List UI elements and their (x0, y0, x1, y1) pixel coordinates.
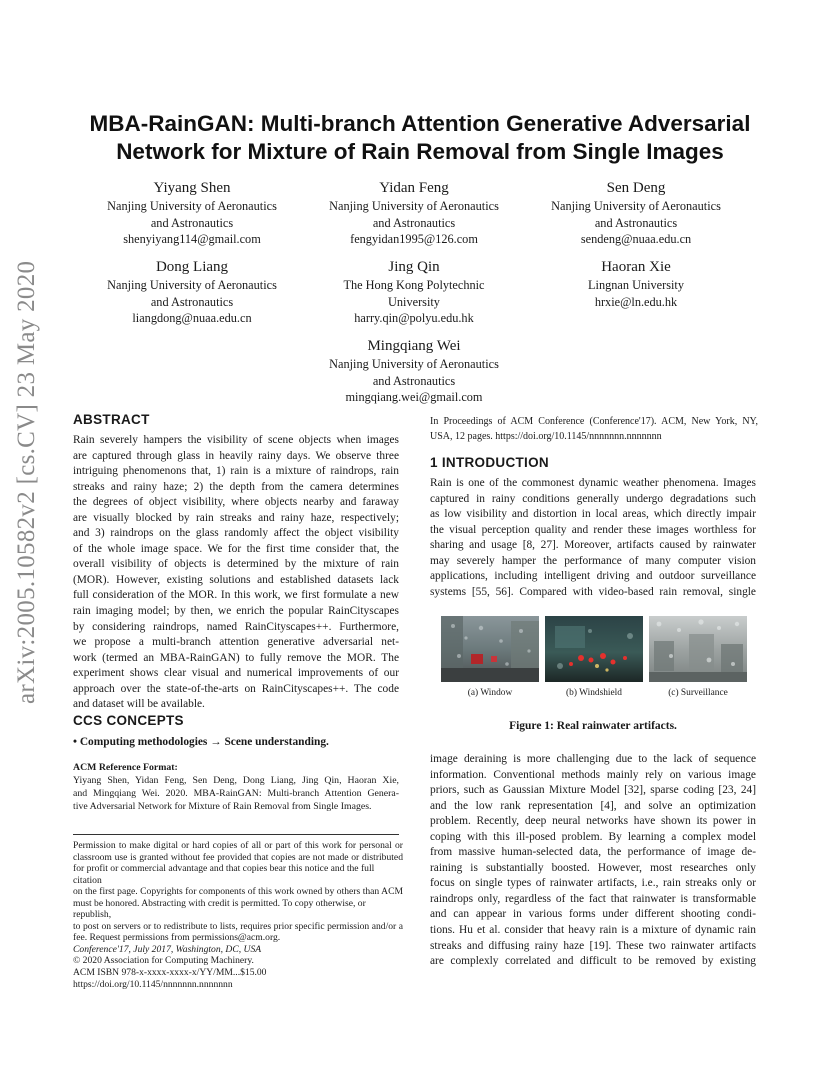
abstract-line: (MOR). However, existing solutions and established datasets lack (73, 573, 399, 586)
ref-format-line: Yiyang Shen, Yidan Feng, Sen Deng, Dong Liang, Jing Qin, Haoran Xie, (73, 775, 399, 786)
abstract-text (73, 433, 399, 713)
permission-line: Permission to make digital or hard copies of all or part of this work for personal or (73, 840, 403, 851)
author-affiliation: Nanjing University of Aeronautics (107, 199, 277, 213)
author-name: Dong Liang (155, 259, 229, 275)
intro-line: image deraining is more challenging due to the lack of sequence (430, 753, 756, 765)
conference-line: Conference'17, July 2017, Washington, DC, USA (73, 943, 262, 955)
rainy-surveillance-photo (649, 616, 747, 682)
introduction-continued (430, 752, 756, 970)
rainy-window-photo (441, 616, 539, 682)
intro-line: coping with this ill-posed problem. By learning a complex model (430, 830, 756, 843)
ccs-heading: CCS CONCEPTS (73, 713, 184, 728)
author-name: Sen Deng (606, 180, 666, 196)
intro-line: and can appear in various forms under different shooting condi- (430, 908, 756, 921)
intro-line: captured in rainy conditions generally undergo degradations such (430, 492, 756, 505)
abstract-line: full consideration of the MOR. In this work, we first formulate a new (73, 589, 399, 602)
intro-line: focus on single types of rainwater artifacts, i.e., rain streaks only or (430, 877, 756, 890)
abstract-line: intriguing phenomenons that, 1) rain is a mixture of raindrops, rain (73, 465, 399, 478)
author-name: Mingqiang Wei (367, 338, 461, 354)
author-name: Jing Qin (388, 259, 440, 275)
abstract-line: Rain severely hampers the visibility of scene objects when images (73, 434, 399, 446)
author-affiliation: and Astronautics (372, 373, 456, 388)
author-name: Yiyang Shen (153, 180, 231, 196)
author-affiliation: Lingnan University (588, 278, 684, 292)
figure-windshield-image (545, 616, 643, 682)
proceedings-line: In Proceedings of ACM Conference (Conference'17). ACM, New York, NY, (430, 416, 758, 427)
rainy-windshield-photo (545, 616, 643, 682)
intro-line: tions. Hu et al. consider that heavy rain is a mixture of dynamic rain (430, 924, 756, 937)
paper-title (60, 110, 780, 166)
permission-line: on the first page. Copyrights for components of this work owned by others than ACM (73, 886, 403, 898)
permission-line: must be honored. Abstracting with credit is permitted. To copy otherwise, or republish, (73, 897, 366, 921)
introduction-heading: 1 INTRODUCTION (430, 455, 549, 470)
abstract-line: and 3) raindrops on the glass randomly affect the object visibility (73, 527, 399, 540)
author-name: Haoran Xie (601, 259, 671, 275)
author-affiliation: University (388, 294, 440, 309)
author-affiliation: and Astronautics (150, 215, 234, 230)
author-affiliation: and Astronautics (594, 215, 678, 230)
author-block (299, 178, 529, 248)
ref-format-line: and Mingqiang Wei. 2020. MBA-RainGAN: Multi-branch Attention Genera- (73, 788, 399, 799)
author-block (299, 257, 529, 327)
permission-line: to post on servers or to redistribute to lists, requires prior specific permission and/or a (73, 920, 403, 932)
intro-line: Rain is one of the commonest dynamic weather phenomena. Images (430, 477, 756, 489)
permission-line: classroom use is granted without fee provided that copies are not made or distributed (73, 851, 403, 863)
abstract-heading: ABSTRACT (73, 412, 150, 427)
abstract-line: experiment shows clear visual and numerical improvements of our (73, 667, 399, 680)
intro-line: may severely hamper the performance of many computer vision (430, 554, 756, 567)
intro-line: as low visibility and distortion in local areas, which directly impair (430, 508, 756, 521)
author-email: hrxie@ln.edu.hk (594, 294, 678, 309)
author-block (521, 257, 751, 310)
subfig-caption-window: (a) Window (467, 688, 513, 698)
intro-line: problem. Recently, deep neural networks have shown its power in (430, 815, 756, 828)
intro-line: raindrops only, regardless of the fact that rainwater is transformable (430, 892, 756, 905)
intro-line: sharing and usage [8, 27]. Moreover, artifacts caused by rainwater (430, 539, 756, 552)
author-email: fengyidan1995@126.com (350, 232, 478, 246)
permission-line: for profit or commercial advantage and that copies bear this notice and the full citation (73, 863, 375, 886)
intro-line: the visual perception quality and render these images worthless for (430, 523, 756, 536)
author-block (77, 178, 307, 248)
abstract-line: by considering raindrops, named RainCityscapes++. Furthermore, (73, 620, 399, 633)
abstract-line: of the whole image space. We for the first time consider that, the (73, 542, 399, 555)
author-block (299, 336, 529, 406)
author-affiliation: Nanjing University of Aeronautics (329, 199, 499, 213)
author-email: harry.qin@polyu.edu.hk (354, 311, 474, 325)
author-affiliation: and Astronautics (150, 294, 234, 309)
intro-line: and the low rank representation [4], and solve an optimization (430, 799, 756, 812)
abstract-line: the degrees of object visibility, where objects nearby and faraway (73, 496, 399, 509)
arxiv-identifier: arXiv:2005.10582v2 [cs.CV] 23 May 2020 (13, 260, 40, 704)
ccs-item: • Computing methodologies → Scene understanding. (73, 736, 329, 748)
footnote-rule (73, 834, 399, 835)
author-email: sendeng@nuaa.edu.cn (580, 232, 692, 246)
author-name: Yidan Feng (379, 180, 449, 196)
abstract-line: and dataset will be available. (73, 698, 205, 711)
ref-format-heading: ACM Reference Format: (73, 762, 178, 773)
proceedings-line: USA, 12 pages. https://doi.org/10.1145/nnnnnnn.nnnnnnn (430, 430, 662, 442)
intro-line: are complexly correlated and difficult to be removed by existing (430, 955, 756, 968)
abstract-line: overall visibility of objects is determined by the mixture of rain (73, 558, 399, 571)
figure-surveillance-image (649, 616, 747, 682)
introduction-text (430, 476, 756, 600)
subfig-caption-windshield: (b) Windshield (566, 688, 622, 698)
intro-line: applications, including intelligent driving and outdoor surveillance (430, 570, 756, 583)
copyright-line: © 2020 Association for Computing Machinery. (73, 955, 254, 967)
permission-line: fee. Request permissions from permissions@acm.org. (73, 932, 281, 944)
author-affiliation: Nanjing University of Aeronautics (329, 357, 499, 371)
author-email: mingqiang.wei@gmail.com (345, 390, 483, 404)
abstract-line: streaks and rainy haze; 2) the depth from the camera determines (73, 480, 399, 493)
figure-caption: Figure 1: Real rainwater artifacts. (509, 720, 677, 732)
abstract-line: rain imaging model; by then, we enrich the popular RainCityscapes (73, 605, 399, 618)
intro-line: raining is substantially boosted. However, most researches only (430, 861, 756, 874)
intro-line: systems [55, 56]. Compared with video-based rain removal, single (430, 585, 756, 598)
ref-format-line: tive Adversarial Network for Mixture of Rain Removal from Single Images. (73, 801, 372, 812)
ref-format-text (73, 774, 399, 813)
figure-window-image (441, 616, 539, 682)
author-affiliation: Nanjing University of Aeronautics (551, 199, 721, 213)
author-email: liangdong@nuaa.edu.cn (132, 311, 252, 325)
author-block (521, 178, 751, 248)
proceedings-citation (430, 415, 758, 444)
doi-line: https://doi.org/10.1145/nnnnnnn.nnnnnnn (73, 978, 233, 990)
abstract-line: are captured through glass in heavily rainy days. We observe three (73, 449, 399, 462)
author-affiliation: The Hong Kong Polytechnic (343, 278, 485, 292)
author-email: shenyiyang114@gmail.com (123, 232, 261, 246)
intro-line: priors, such as Gaussian Mixture Model [32], sparse coding [23, 24] (430, 784, 756, 797)
abstract-line: work (termed an MBA-RainGAN) to fully remove the MOR. The (73, 651, 399, 664)
title-line-2: Network for Mixture of Rain Removal from Single Images (116, 139, 724, 164)
author-block (77, 257, 307, 327)
title-line-1: MBA-RainGAN: Multi-branch Attention Generative Adversarial (89, 111, 751, 136)
permission-notice (73, 840, 403, 990)
isbn-line: ACM ISBN 978-x-xxxx-xxxx-x/YY/MM...$15.00 (73, 967, 267, 979)
abstract-line: we propose a multi-branch attention generative adversarial net- (73, 636, 399, 649)
abstract-line: approach over the state-of-the-arts on RainCityscapes++. The code (73, 682, 399, 695)
intro-line: streaks and diffusing rainy haze [19]. These two rainwater artifacts (430, 939, 756, 952)
abstract-line: are visually blocked by rain streaks and rainy haze, respectively; (73, 511, 399, 524)
author-affiliation: Nanjing University of Aeronautics (107, 278, 277, 292)
intro-line: information. Conventional methods mainly rely on various image (430, 768, 756, 781)
intro-line: from massive human-selected data, the performance of image de- (430, 846, 756, 859)
subfig-caption-surveillance: (c) Surveillance (668, 688, 728, 698)
author-affiliation: and Astronautics (372, 215, 456, 230)
